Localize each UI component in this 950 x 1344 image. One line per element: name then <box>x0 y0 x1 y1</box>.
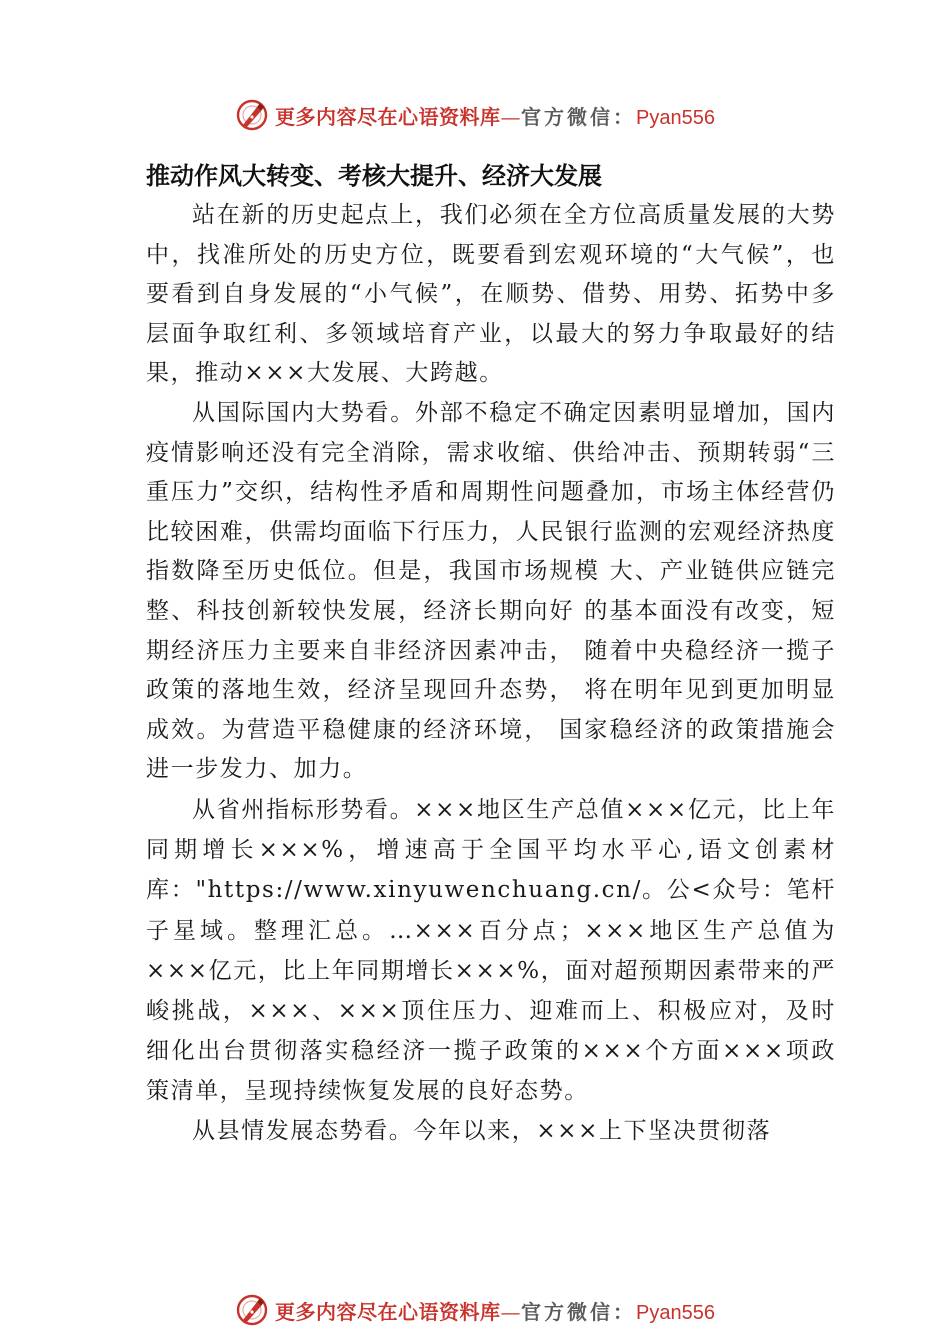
banner-wechat-id: Pyan556 <box>636 106 715 129</box>
footer-banner <box>0 1290 950 1330</box>
banner-text <box>275 1296 715 1325</box>
header-banner <box>0 95 950 135</box>
paragraph-3: 从省州指标形势看。×××地区生产总值×××亿元，比上年同期增长×××%，增速高于全国平均水平心,语文创素材库："https://www.xinyuwenchuang.cn/。公<众号：笔杆子星域。整理汇总。…×××百分点；×××地区生产总值为×××亿元，比上年同期增长×××%，面对超预期因素带来的严峻挑战，×××、×××顶住压力、迎难而上、积极应对，及时细化出台贯彻落实稳经济一揽子政策的×××个方面×××项政策清单，呈现持续恢复发展的良好态势。 <box>146 796 836 1105</box>
paragraph-2: 从国际国内大势看。外部不稳定不确定因素明显增加，国内疫情影响还没有完全消除，需求收缩、供给冲击、预期转弱“三重压力”交织，结构性矛盾和周期性问题叠加，市场主体经营仍比较困难，供需均面临下行压力，人民银行监测的宏观经济热度指数降至历史低位。但是，我国市场规模 大、产业链供应链完整、科技创新较快发展，经济长期向好 的基本面没有改变，短期经济压力主要来自非经济因素冲击， 随着中央稳经济一揽子政策的落地生效，经济呈现回升态势， 将在明年见到更加明显成效。为营造平稳健康的经济环境， 国家稳经济的政策措施会进一步发力、加力。 <box>146 399 836 783</box>
document-body <box>146 156 836 1151</box>
banner-brand: 更多内容尽在心语资料库 <box>275 104 501 129</box>
pen-nib-circle-icon <box>235 98 269 132</box>
banner-brand: 更多内容尽在心语资料库 <box>275 1299 501 1324</box>
banner-wechat-label: 官方微信： <box>521 104 637 129</box>
paragraph-1: 站在新的历史起点上，我们必须在全方位高质量发展的大势中，找准所处的历史方位，既要看到宏观环境的“大气候”，也要看到自身发展的“小气候”，在顺势、借势、用势、拓势中多层面争取红利、多领域培育产业，以最大的努力争取最好的结果，推动×××大发展、大跨越。 <box>146 202 836 387</box>
banner-wechat-id: Pyan556 <box>636 1301 715 1324</box>
pen-nib-circle-icon <box>235 1293 269 1327</box>
banner-wechat-label: 官方微信： <box>521 1299 637 1324</box>
document-title: 推动作风大转变、考核大提升、经济大发展 <box>146 162 602 190</box>
banner-separator: — <box>500 1299 522 1324</box>
banner-separator: — <box>500 104 522 129</box>
paragraph-4: 从县情发展态势看。今年以来，×××上下坚决贯彻落 <box>192 1117 772 1144</box>
banner-text <box>275 101 715 130</box>
